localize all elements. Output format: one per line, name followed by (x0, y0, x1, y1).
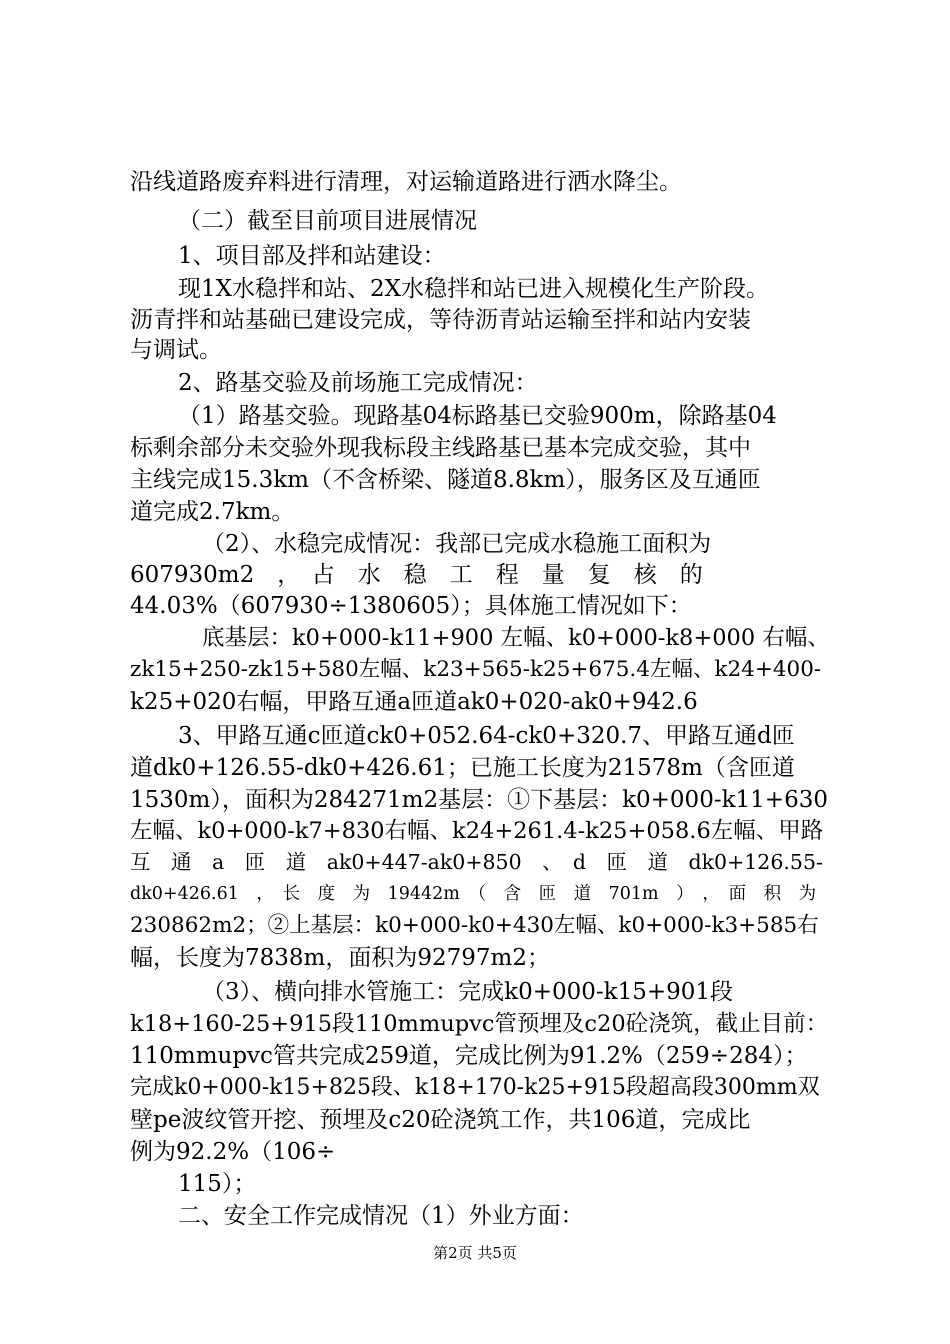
page-number-footer: 第2页 共5页 (433, 1244, 517, 1262)
text-line: 主线完成15.3km（不含桥梁、隧道8.8km），服务区及互通匝 (130, 467, 761, 493)
text-line: 沥青拌和站基础已建设完成，等待沥青站运输至拌和站内安装 (130, 307, 751, 333)
text-line: 道dk0+126.55-dk0+426.61；已施工长度为21578m（含匝道 (130, 755, 795, 781)
text-line: 左幅、k0+000-k7+830右幅、k24+261.4-k25+058.6左幅、甲路 (130, 818, 824, 844)
text-line: 完成k0+000-k15+825段、k18+170-k25+915段超高段300mm双 (130, 1075, 820, 1100)
text-line: 1530m），面积为284271m2基层：①下基层：k0+000-k11+630 (130, 787, 828, 813)
subsection-heading: 1、项目部及拌和站建设： (178, 243, 446, 269)
text-line: 115）； (178, 1171, 257, 1197)
text-line: （2）、水稳完成情况：我部已完成水稳施工面积为 (202, 531, 712, 557)
text-line: k18+160-25+915段110mmupvc管预埋及c20砼浇筑，截止目前： (130, 1011, 829, 1037)
text-line: 110mmupvc管共完成259道，完成比例为91.2%（259÷284）； (130, 1043, 808, 1069)
text-line: zk15+250-zk15+580左幅、k23+565-k25+675.4左幅、k24+400- (130, 657, 822, 682)
text-line: 标剩余部分未交验外现我标段主线路基已基本完成交验，其中 (130, 435, 751, 461)
text-line: 与调试。 (130, 337, 222, 363)
section-heading: （二）截至目前项目进展情况 (178, 208, 477, 234)
section-heading: 二、安全工作完成情况（1）外业方面： (178, 1203, 584, 1229)
text-line: 道完成2.7km。 (130, 499, 295, 525)
text-line: 互 通 a 匝 道 ak0+447-ak0+850 、 d 匝 道 dk0+126.55- (130, 850, 823, 874)
text-line: 3、甲路互通c匝道ck0+052.64-ck0+320.7、甲路互通d匝 (178, 723, 795, 749)
text-line: 现1X水稳拌和站、2X水稳拌和站已进入规模化生产阶段。 (178, 276, 770, 302)
text-line: 44.03%（607930÷1380605）；具体施工情况如下： (130, 593, 692, 619)
text-line: 例为92.2%（106÷ (130, 1139, 336, 1165)
text-line: 沿线道路废弃料进行清理，对运输道路进行洒水降尘。 (130, 169, 682, 195)
text-line: 607930m2 ， 占 水 稳 工 程 量 复 核 的 (130, 562, 703, 588)
text-line: k25+020右幅，甲路互通a匝道ak0+020-ak0+942.6 (130, 689, 698, 715)
text-line: dk0+426.61 ， 长 度 为 19442m （ 含 匝 道 701m ） ， 面 积 为 (130, 884, 817, 904)
text-line: 230862m2；②上基层：k0+000-k0+430左幅、k0+000-k3+585右 (130, 913, 819, 938)
text-line: （1）路基交验。现路基04标路基已交验900m，除路基04 (178, 403, 777, 429)
text-line: 壁pe波纹管开挖、预埋及c20砼浇筑工作，共106道，完成比 (130, 1107, 751, 1133)
text-line: 幅，长度为7838m，面积为92797m2； (130, 945, 550, 971)
text-line: （3）、横向排水管施工：完成k0+000-k15+901段 (202, 979, 734, 1005)
text-line: 底基层：k0+000-k11+900 左幅、k0+000-k8+000 右幅、 (202, 625, 830, 651)
subsection-heading: 2、路基交验及前场施工完成情况： (178, 370, 538, 396)
